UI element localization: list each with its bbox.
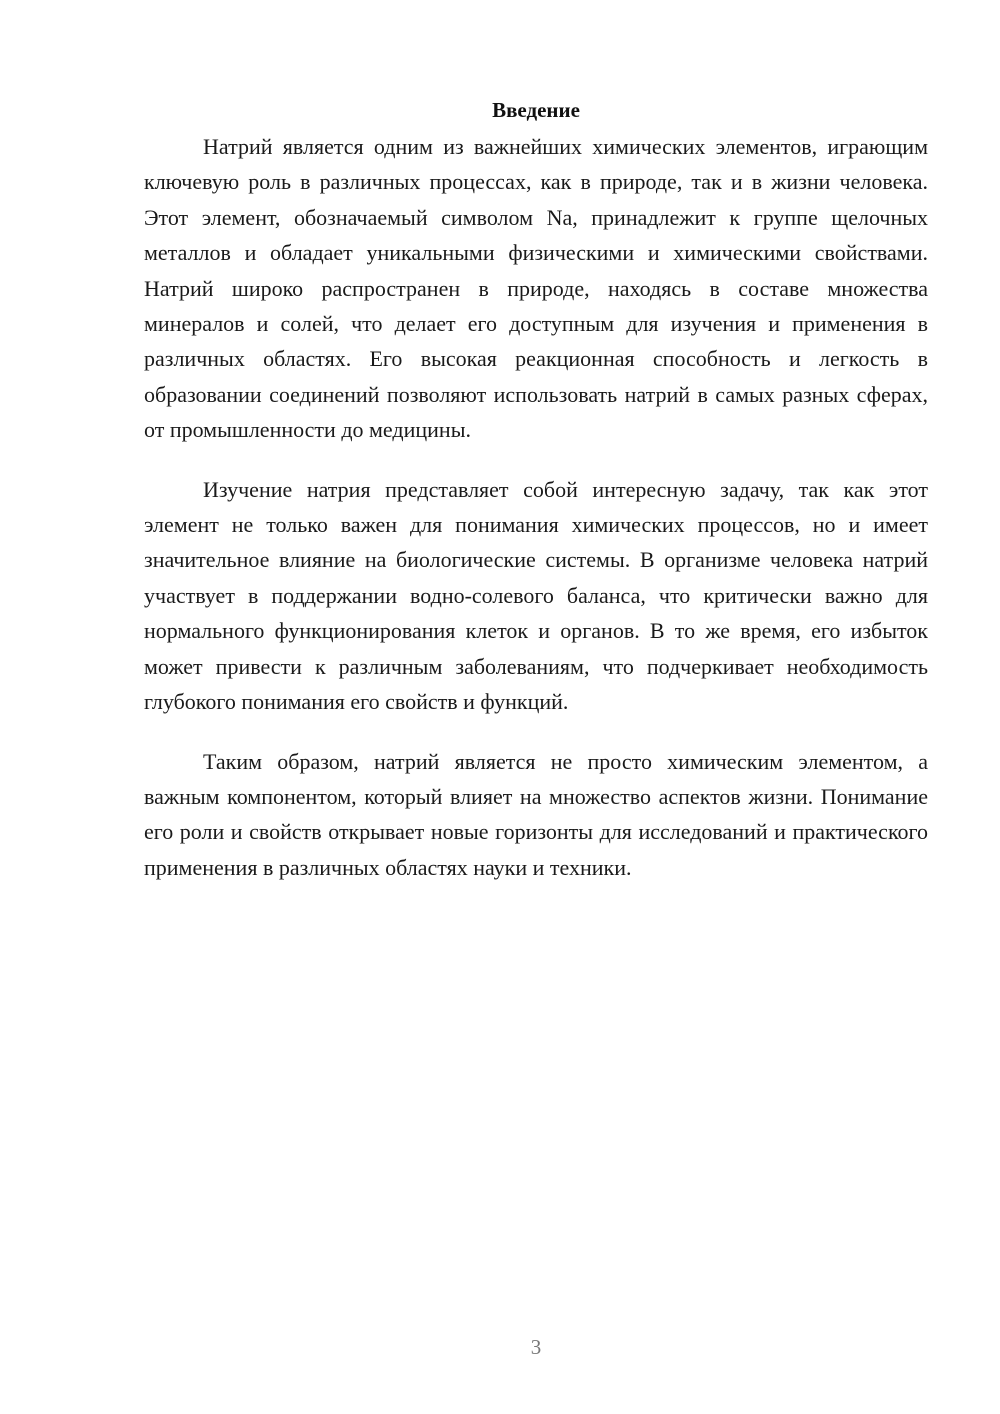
paragraph-1: Натрий является одним из важнейших химических элементов, играющим ключевую роль в различных процессах, как в природе, так и в жизни человека. Этот элемент, обозначаемый символом Na, принадлежит к группе щелочных металлов и обладает уникальными физическими и химическими свойствами. Натрий широко распространен в природе, находясь в составе множества минералов и солей, что делает его доступным для изучения и применения в различных областях. Его высокая реакционная способность и легкость в образовании соединений позволяют использовать натрий в самых разных сферах, от промышленности до медицины.	[144, 134, 928, 443]
paragraph-3: Таким образом, натрий является не просто химическим элементом, а важным компонентом, который влияет на множество аспектов жизни. Понимание его роли и свойств открывает новые горизонты для исследований и практического применения в различных областях науки и техники.	[144, 748, 928, 880]
page-content	[144, 95, 928, 885]
page-number: 3	[530, 1335, 542, 1359]
paragraph-2: Изучение натрия представляет собой интересную задачу, так как этот элемент не только важен для понимания химических процессов, но и имеет значительное влияние на биологические системы. В организме человека натрий участвует в поддержании водно-солевого баланса, что критически важно для нормального функционирования клеток и органов. В то же время, его избыток может привести к различным заболеваниям, что подчеркивает необходимость глубокого понимания его свойств и функций.	[144, 476, 928, 715]
section-title: Введение	[492, 98, 580, 122]
